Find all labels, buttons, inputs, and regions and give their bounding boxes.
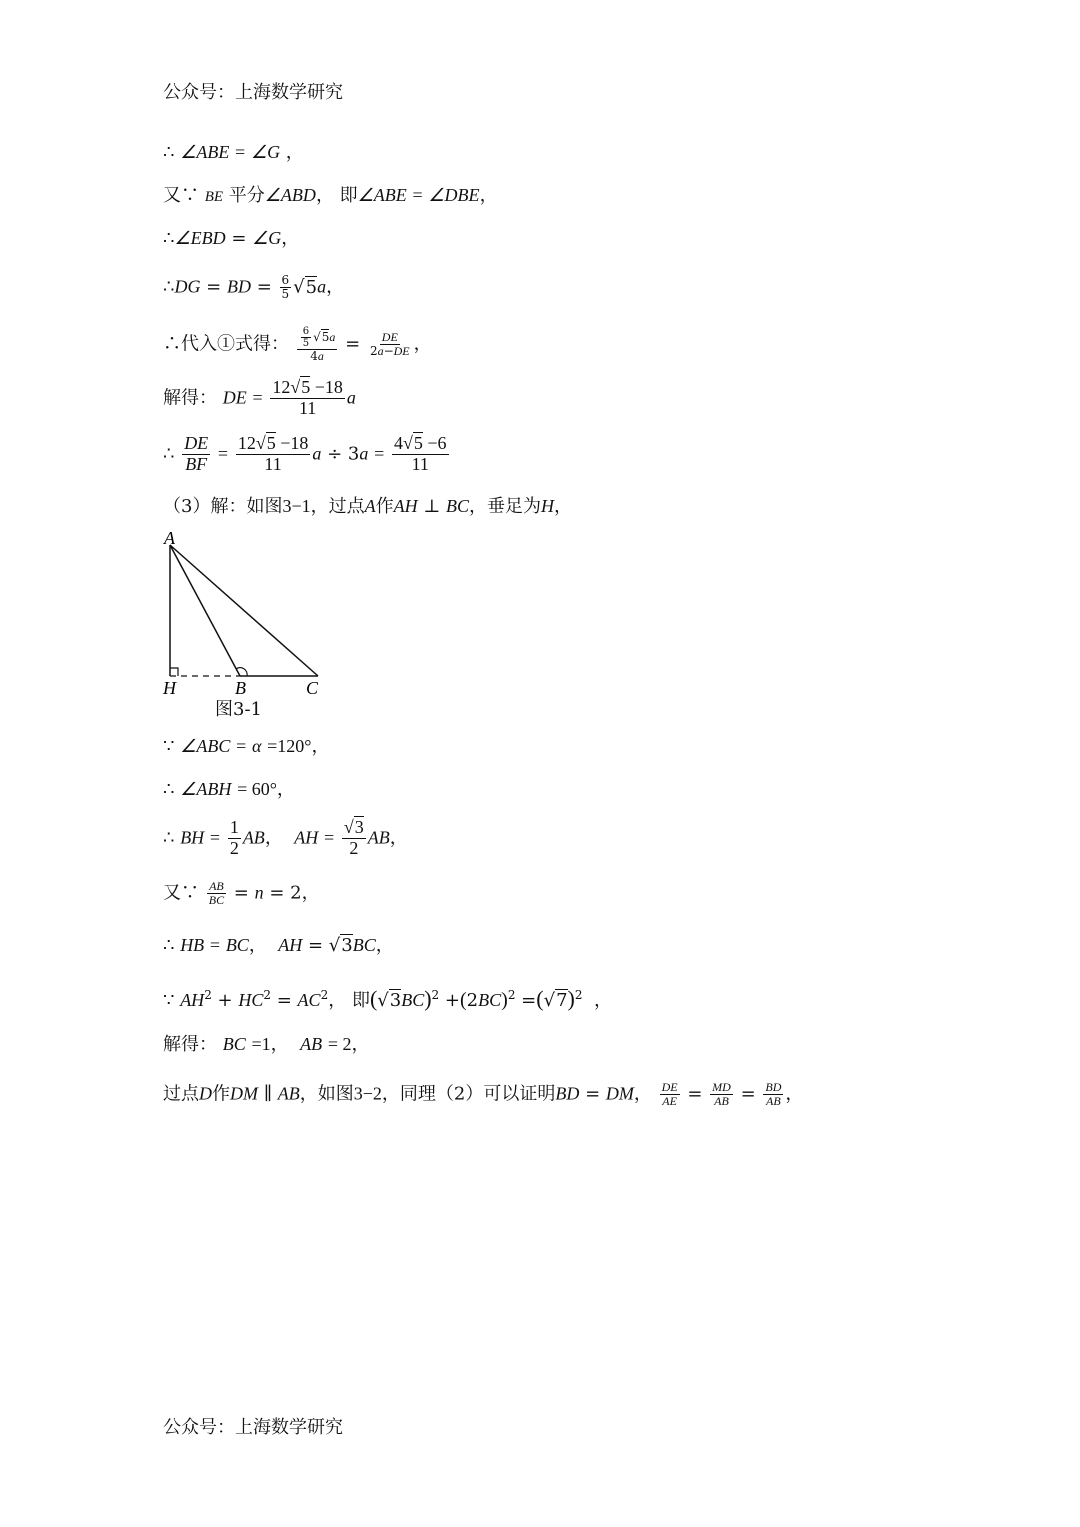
- line-dm-parallel-ab: 过点D作DM ∥ AB，如图3−2，同理（2）可以证明BD = DM， $\frac{DE}{AE}$ = $\frac{MD}{AB}$ = $\frac{BD}{AB}$ ，: [163, 1080, 804, 1109]
- line-ab-over-bc: 又∵ $\frac{AB}{BC}$ = n = 2，: [163, 879, 320, 908]
- label-b: B: [235, 678, 246, 698]
- line-solve-de: 解得： DE = $\frac{12√5 -18}{11}$ a: [163, 377, 356, 418]
- line-be-bisects: 又∵ BE 平分∠ABD， 即∠ABE = ∠DBE，: [163, 185, 498, 206]
- page-footer: 公众号：上海数学研究: [163, 1417, 343, 1438]
- label-h: H: [163, 678, 176, 698]
- line-ebd-eq-g: ∴∠EBD = ∠G，: [163, 228, 300, 249]
- line-substitute: ∴代入①式得： $\frac{6}{5}$ √5a 4a = $\frac{DE}{2a-DE}$ ，: [163, 326, 432, 363]
- line-hb-eq-bc: ∴ HB = BC， AH = √3BC，: [163, 935, 394, 956]
- line-angle-abe-eq-g: ∴ ∠ABE = ∠G ，: [163, 142, 304, 163]
- label-a: A: [164, 528, 175, 548]
- line-abc-120: ∵ ∠ABC = α =120°，: [163, 736, 330, 757]
- line-abh-60: ∴ ∠ABH = 60°，: [163, 779, 295, 800]
- line-part3: （3）解：如图3−1，过点A作AH ⊥ BC，垂足为H，: [163, 496, 572, 517]
- line-bh-ah: ∴ BH = $\frac{1}{2}$ AB， AH = $\frac{√3}{2}$ AB，: [163, 817, 408, 858]
- line-solve-bc-ab: 解得： BC =1， AB = 2，: [163, 1034, 370, 1055]
- page-header: 公众号：上海数学研究: [163, 82, 343, 103]
- label-c: C: [306, 678, 319, 698]
- triangle-figure: [150, 525, 350, 725]
- figure-caption: 图3-1: [215, 699, 262, 720]
- line-pythagoras: ∵ $AH^2 + HC^2 = AC^2$， 即$(√3BC)^2 +(2BC)^2 =(√7)^2$ ，: [163, 986, 612, 1011]
- line-dg-eq-bd: ∴DG = BD = $\frac{6}{5}$ √5a，: [163, 273, 345, 302]
- line-de-over-bf: ∴ $\frac{DE}{BF}$ = $\frac{12√5 -18}{11}$ a ÷ 3a = $\frac{4√5 -6}{11}$: [163, 433, 447, 474]
